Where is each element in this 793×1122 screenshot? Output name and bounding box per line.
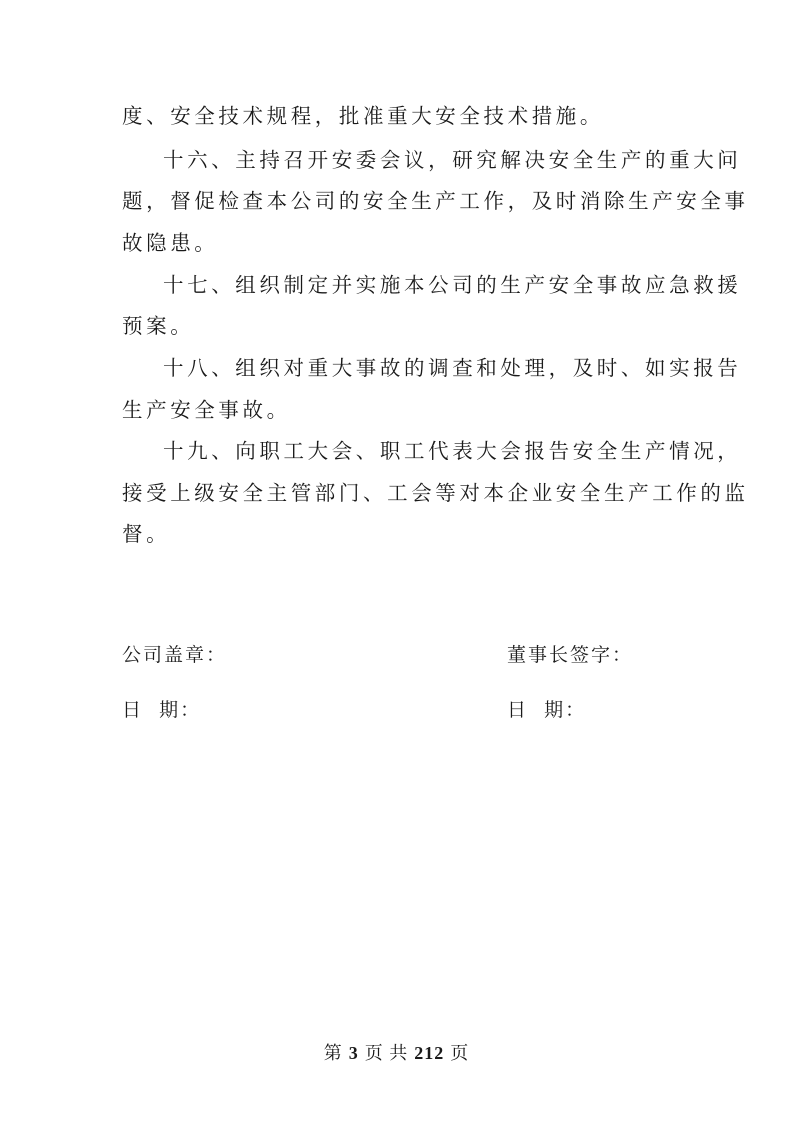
company-seal-label: 公司盖章： — [122, 644, 228, 666]
body-line-4: 故隐患。 — [122, 231, 219, 255]
footer-suffix: 页 — [450, 1043, 470, 1063]
total-page-count: 212 — [414, 1043, 445, 1063]
current-page-number: 3 — [348, 1043, 359, 1063]
footer-middle: 页 共 — [364, 1043, 409, 1063]
body-line-9: 十九、向职工大会、职工代表大会报告安全生产情况， — [163, 439, 742, 463]
body-line-8: 生产安全事故。 — [122, 398, 291, 422]
body-line-10: 接受上级安全主管部门、工会等对本企业安全生产工作的监 — [122, 481, 749, 505]
footer-prefix: 第 — [323, 1043, 343, 1063]
body-line-2: 十六、主持召开安委会议，研究解决安全生产的重大问 — [163, 148, 742, 172]
date-label-right: 日 期： — [507, 699, 587, 721]
page-footer — [0, 1041, 793, 1065]
body-line-5: 十七、组织制定并实施本公司的生产安全事故应急救援 — [163, 273, 742, 297]
body-line-7: 十八、组织对重大事故的调查和处理，及时、如实报告 — [163, 356, 742, 380]
body-line-6: 预案。 — [122, 314, 195, 338]
body-line-11: 督。 — [122, 522, 171, 546]
body-line-1: 度、安全技术规程，批准重大安全技术措施。 — [122, 104, 604, 128]
date-label-left: 日 期： — [122, 699, 202, 721]
chairman-signature-label: 董事长签字： — [507, 644, 634, 666]
body-line-3: 题，督促检查本公司的安全生产工作，及时消除生产安全事 — [122, 189, 749, 213]
